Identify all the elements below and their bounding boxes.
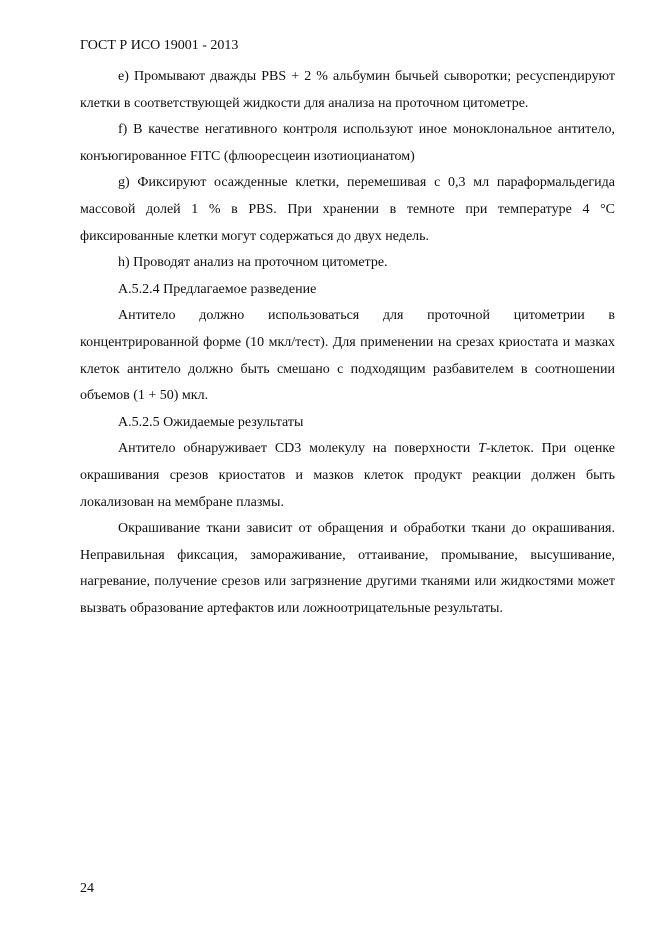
paragraph-step-h: h) Проводят анализ на проточном цитометре.	[118, 255, 388, 271]
paragraph-step-g: g) Фиксируют осажденные клетки, перемешивая с 0,3 мл параформальдегида массовой долей 1 % в PBS. При хранении в темноте при температуре 4 °C фиксированные клетки могут содержаться до двух недель.	[80, 175, 615, 244]
paragraph-step-f: f) В качестве негативного контроля используют иное моноклональное антитело, конъюгированное FITC (флюоресцеин изотиоцианатом)	[80, 122, 615, 164]
document-body	[80, 64, 615, 622]
paragraph-expected-results	[80, 436, 615, 516]
section-heading-a525: А.5.2.5 Ожидаемые результаты	[118, 414, 304, 430]
result-text-end: -клеток. При оценке окрашивания срезов криостатов и мазков клеток продукт реакции должен быть локализован на мембране плазмы.	[80, 441, 616, 510]
result-text-italic-t: T	[478, 441, 486, 457]
paragraph-staining: Окрашивание ткани зависит от обращения и обработки ткани до окрашивания. Неправильная фиксация, замораживание, оттаивание, промывание, высушивание, нагревание, получение срезов или загрязнение другими тканями или жидкостями может вызвать образование артефактов или ложноотрицательные результаты.	[80, 521, 615, 616]
page-header-standard: ГОСТ Р ИСО 19001 - 2013	[80, 38, 239, 53]
paragraph-dilution: Антитело должно использоваться для проточной цитометрии в концентрированной форме (10 мкл/тест). Для применении на срезах криостата и мазках клеток антитело должно быть смешано с подходящим разбавителем в соотношении объемов (1 + 50) мкл.	[80, 308, 615, 404]
section-heading-a524: А.5.2.4 Предлагаемое разведение	[118, 281, 317, 297]
result-text-start: Антитело обнаруживает CD3 молекулу на поверхности	[118, 441, 479, 457]
paragraph-step-e: e) Промывают дважды PBS + 2 % альбумин бычьей сыворотки; ресуспендируют клетки в соответствующей жидкости для анализа на проточном цитометре.	[80, 69, 615, 111]
page-number: 24	[80, 881, 94, 896]
